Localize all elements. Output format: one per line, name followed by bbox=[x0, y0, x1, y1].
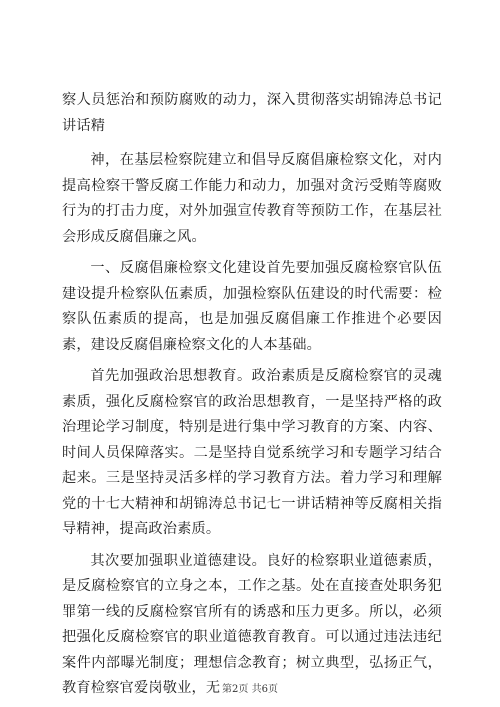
paragraph-spirit: 神，在基层检察院建立和倡导反腐倡廉检察文化，对内提高检察干警反腐工作能力和动力，加强对贪污受贿等腐败行为的打击力度，对外加强宣传教育等预防工作，在基层社会形成反腐倡廉之风。 bbox=[62, 152, 442, 245]
paragraph-team-building: 一、反腐倡廉检察文化建设首先要加强反腐检察官队伍建设提升检察队伍素质，加强检察队伍建设的时代需要：检察队伍素质的提高，也是加强反腐倡廉工作推进个必要因素，建设反腐倡廉检察文化的人本基础。 bbox=[62, 260, 442, 353]
paragraph-professional-ethics: 其次要加强职业道德建设。良好的检察职业道德素质，是反腐检察官的立身之本，工作之基。处在直接查处职务犯罪第一线的反腐检察官所有的诱惑和压力更多。所以，必须把强化反腐检察官的职业道德教育教育。可以通过违法违纪案件内部曝光制度；理想信念教育；树立典型，弘扬正气，教育检察官爱岗敬业，无 bbox=[62, 552, 442, 696]
page-number-footer: 第2页 共6页 bbox=[222, 684, 278, 695]
paragraph-continuation: 察人员惩治和预防腐败的动力，深入贯彻落实胡锦涛总书记讲话精 bbox=[62, 92, 442, 134]
document-body bbox=[62, 88, 442, 702]
paragraph-political-education: 首先加强政治思想教育。政治素质是反腐检察官的灵魂素质，强化反腐检察官的政治思想教育，一是坚持严格的政治理论学习制度，特别是进行集中学习教育的方案、内容、时间人员保障落实。二是坚持自觉系统学习和专题学习结合起来。三是坚持灵活多样的学习教育方法。着力学习和理解党的十七大精神和胡锦涛总书记七一讲话精神等反腐相关指导精神，提高政治素质。 bbox=[62, 368, 442, 537]
